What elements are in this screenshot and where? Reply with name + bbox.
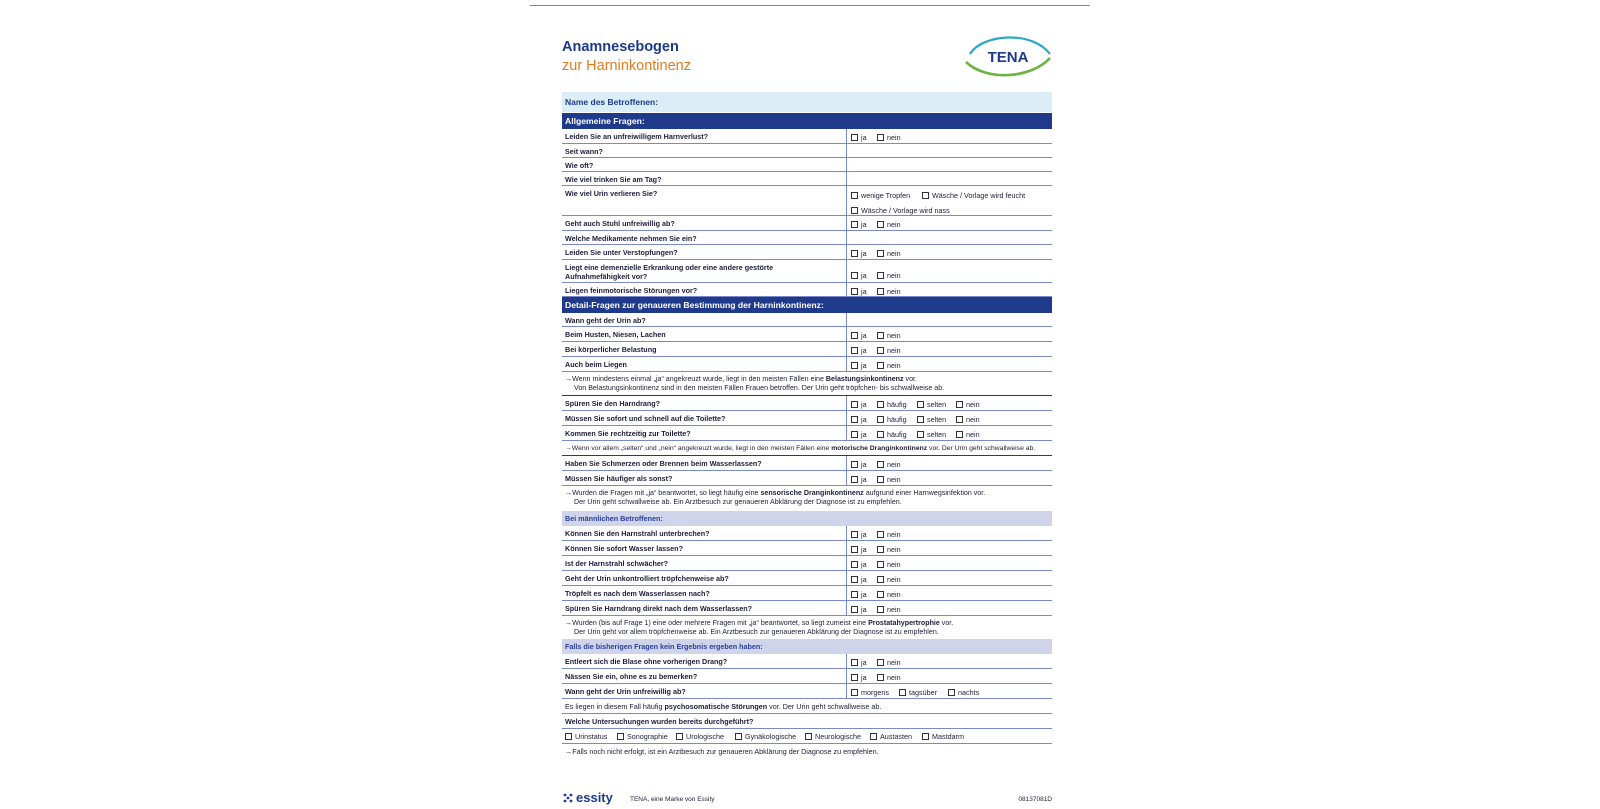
title-line-1: Anamnesebogen xyxy=(562,39,679,55)
tena-logo xyxy=(962,32,1054,78)
hint-arztbesuch: →Falls noch nicht erfolgt, ist ein Arztbesuch zur genaueren Abklärung der Diagnose zu empfehlen. xyxy=(565,747,879,756)
name-label: Name des Betroffenen: xyxy=(565,97,659,107)
checkbox-nein[interactable]: nein xyxy=(956,415,980,424)
checkbox-nachts[interactable]: nachts xyxy=(948,688,979,697)
question-row xyxy=(562,245,1052,260)
logo-text: TENA xyxy=(987,49,1029,66)
question-row xyxy=(562,158,1052,172)
question-label: Wann geht der Urin ab? xyxy=(565,316,646,325)
checkbox-ja[interactable]: ja xyxy=(851,133,867,142)
checkbox-ja[interactable]: ja xyxy=(851,331,867,340)
answer-cell xyxy=(846,586,901,600)
tena-brand-note: TENA, eine Marke von Essity xyxy=(630,796,715,803)
checkbox-ja[interactable]: ja xyxy=(851,249,867,258)
checkbox-ja[interactable]: ja xyxy=(851,575,867,584)
checkbox-nein[interactable]: nein xyxy=(877,346,901,355)
question-row xyxy=(562,216,1052,231)
question-row xyxy=(562,556,1052,571)
question-label: Wann geht der Urin unfreiwillig ab? xyxy=(565,687,686,696)
answer-cell xyxy=(846,216,901,230)
answer-field[interactable] xyxy=(846,231,851,244)
answer-cell xyxy=(846,260,901,282)
answer-cell xyxy=(846,571,901,585)
question-row xyxy=(562,144,1052,158)
name-field[interactable] xyxy=(562,92,1052,112)
question-row xyxy=(562,342,1052,357)
checkbox-nein[interactable]: nein xyxy=(877,605,901,614)
checkbox-nein[interactable]: nein xyxy=(956,430,980,439)
checkbox-exam[interactable]: Neurologische xyxy=(805,732,861,741)
answer-cell xyxy=(846,396,980,410)
answer-cell xyxy=(846,601,901,615)
question-row xyxy=(562,526,1052,541)
checkbox-wenige-tropfen[interactable]: wenige Tropfen xyxy=(851,191,910,200)
answer-cell xyxy=(846,129,901,143)
question-row xyxy=(562,471,1052,486)
answer-cell xyxy=(846,411,980,425)
question-row xyxy=(562,186,1052,216)
checkbox-nein[interactable]: nein xyxy=(877,545,901,554)
checkbox-nein[interactable]: nein xyxy=(877,673,901,682)
checkbox-nein[interactable]: nein xyxy=(877,560,901,569)
checkbox-nein[interactable]: nein xyxy=(956,400,980,409)
question-row xyxy=(562,313,1052,327)
section-general: Allgemeine Fragen: xyxy=(562,113,1052,129)
question-row xyxy=(562,172,1052,186)
checkbox-nein[interactable]: nein xyxy=(877,530,901,539)
checkbox-nein[interactable]: nein xyxy=(877,460,901,469)
question-label: Leiden Sie unter Verstopfungen? xyxy=(565,248,678,257)
question-label-exams: Welche Untersuchungen wurden bereits durchgeführt? xyxy=(562,714,1052,729)
checkbox-exam[interactable]: Mastdarm xyxy=(922,732,964,741)
footer xyxy=(562,785,1052,809)
checkbox-exam[interactable]: Austasten xyxy=(870,732,912,741)
checkbox-ja[interactable]: ja xyxy=(851,220,867,229)
checkbox-ja[interactable]: ja xyxy=(851,590,867,599)
checkbox-exam[interactable]: Gynäkologische xyxy=(735,732,796,741)
hint-sensorische-dranginkontinenz xyxy=(562,486,1052,511)
answer-cell xyxy=(846,669,901,683)
section-male: Bei männlichen Betroffenen: xyxy=(562,511,1052,526)
question-label: Geht auch Stuhl unfreiwillig ab? xyxy=(565,219,675,228)
question-label: Entleert sich die Blase ohne vorherigen Drang? xyxy=(565,657,728,666)
checkbox-haeufig[interactable]: häufig xyxy=(877,415,907,424)
answer-cell xyxy=(846,684,980,698)
question-label: Seit wann? xyxy=(565,147,603,156)
checkbox-nein[interactable]: nein xyxy=(877,271,901,280)
checkbox-nein[interactable]: nein xyxy=(877,575,901,584)
question-label: Nässen Sie ein, ohne es zu bemerken? xyxy=(565,672,698,681)
checkbox-ja[interactable]: ja xyxy=(851,400,867,409)
checkbox-exam[interactable]: Urologische xyxy=(676,732,724,741)
checkbox-nein[interactable]: nein xyxy=(877,361,901,370)
question-row xyxy=(562,456,1052,471)
answer-cell xyxy=(846,357,901,371)
checkbox-ja[interactable]: ja xyxy=(851,287,867,296)
answer-cell xyxy=(846,283,901,296)
question-row xyxy=(562,571,1052,586)
hint-line: Von Belastungsinkontinenz sind in den meisten Fällen Frauen betroffen. Der Urin geht tröpfchen- bis schwallweise ab. xyxy=(574,384,945,392)
question-row xyxy=(562,669,1052,684)
checkbox-waesche-feucht[interactable]: Wäsche / Vorlage wird feucht xyxy=(922,191,1025,200)
checkbox-selten[interactable]: selten xyxy=(917,430,946,439)
section-detail: Detail-Fragen zur genaueren Bestimmung der Harninkontinenz: xyxy=(562,297,1052,313)
hint-line: →Wenn mindestens einmal „ja“ angekreuzt wurde, liegt in den meisten Fällen eine Belastungsinkontinenz vor. xyxy=(565,375,917,383)
title-line-2: zur Harninkontinenz xyxy=(562,58,691,74)
question-label: Liegen feinmotorische Störungen vor? xyxy=(565,286,698,295)
checkbox-ja[interactable]: ja xyxy=(851,430,867,439)
checkbox-morgens[interactable]: morgens xyxy=(851,688,889,697)
answer-field[interactable] xyxy=(846,172,851,185)
answer-cell xyxy=(846,526,901,540)
checkbox-exam[interactable]: Urinstatus xyxy=(565,732,607,741)
checkbox-nein[interactable]: nein xyxy=(877,249,901,258)
checkbox-ja[interactable]: ja xyxy=(851,346,867,355)
question-row xyxy=(562,601,1052,616)
answer-cell xyxy=(846,327,901,341)
question-label: Wie oft? xyxy=(565,161,594,170)
question-row xyxy=(562,283,1052,297)
question-row xyxy=(562,541,1052,556)
checkbox-ja[interactable]: ja xyxy=(851,658,867,667)
checkbox-ja[interactable]: ja xyxy=(851,460,867,469)
question-row xyxy=(562,411,1052,426)
answer-field[interactable] xyxy=(846,144,851,157)
checkbox-ja[interactable]: ja xyxy=(851,361,867,370)
question-row xyxy=(562,654,1052,669)
answer-cell xyxy=(846,456,901,470)
question-label: Wie viel Urin verlieren Sie? xyxy=(565,189,658,198)
checkbox-ja[interactable]: ja xyxy=(851,673,867,682)
exam-options xyxy=(562,729,1052,744)
question-row xyxy=(562,426,1052,441)
hint-psychosomatisch: Es liegen in diesem Fall häufig psychosomatische Störungen vor. Der Urin geht schwallweise ab. xyxy=(562,699,1052,714)
checkbox-haeufig[interactable]: häufig xyxy=(877,400,907,409)
question-label: Haben Sie Schmerzen oder Brennen beim Wasserlassen? xyxy=(565,459,762,468)
question-label: Tröpfelt es nach dem Wasserlassen nach? xyxy=(565,589,710,598)
question-label: Kommen Sie rechtzeitig zur Toilette? xyxy=(565,429,691,438)
checkbox-exam[interactable]: Sonographie xyxy=(617,732,668,741)
answer-cell xyxy=(846,186,1026,215)
question-label: Können Sie sofort Wasser lassen? xyxy=(565,544,683,553)
answer-field[interactable] xyxy=(846,158,851,171)
hint-line: →Wurden (bis auf Frage 1) eine oder mehrere Fragen mit „ja“ beantwortet, so liegt zumeist eine Prostatahypertrophie vor. xyxy=(565,619,954,627)
answer-field[interactable] xyxy=(846,313,851,326)
question-label: Geht der Urin unkontrolliert tröpfchenweise ab? xyxy=(565,574,729,583)
checkbox-nein[interactable]: nein xyxy=(877,475,901,484)
answer-cell xyxy=(846,556,901,570)
question-label: Bei körperlicher Belastung xyxy=(565,345,657,354)
checkbox-ja[interactable]: ja xyxy=(851,271,867,280)
hint-line: →Wurden die Fragen mit „ja“ beantwortet, so liegt häufig eine sensorische Dranginkontinenz aufgrund einer Harnwegsinfektion vor. xyxy=(565,489,986,497)
checkbox-nein[interactable]: nein xyxy=(877,590,901,599)
checkbox-nein[interactable]: nein xyxy=(877,331,901,340)
hint-motorische-dranginkontinenz: →Wenn vor allem „selten“ und „nein“ angekreuzt wurde, liegt in den meisten Fällen eine motorische Dranginkontinenz vor. Der Urin geht schwallweise ab. xyxy=(562,441,1052,456)
question-row xyxy=(562,396,1052,411)
question-label: Liegt eine demenzielle Erkrankung oder eine andere gestörte Aufnahmefähigkeit vor? xyxy=(565,263,774,281)
hint-line: Der Urin geht schwallweise ab. Ein Arztbesuch zur genaueren Abklärung der Diagnose ist zu empfehlen. xyxy=(574,498,902,506)
checkbox-ja[interactable]: ja xyxy=(851,475,867,484)
checkbox-nein[interactable]: nein xyxy=(877,658,901,667)
checkbox-nein[interactable]: nein xyxy=(877,220,901,229)
checkbox-nein[interactable]: nein xyxy=(877,287,901,296)
section-fallback: Falls die bisherigen Fragen kein Ergebnis ergeben haben: xyxy=(562,639,1052,654)
essity-mark-icon xyxy=(562,792,574,804)
question-row xyxy=(562,684,1052,699)
question-row xyxy=(562,327,1052,342)
question-label: Ist der Harnstrahl schwächer? xyxy=(565,559,669,568)
form-table xyxy=(562,92,1052,758)
answer-cell xyxy=(846,471,901,485)
question-label: Leiden Sie an unfreiwilligem Harnverlust? xyxy=(565,132,708,141)
question-row xyxy=(562,586,1052,601)
question-label: Müssen Sie häufiger als sonst? xyxy=(565,474,673,483)
question-label: Spüren Sie Harndrang direkt nach dem Wasserlassen? xyxy=(565,604,753,613)
answer-cell xyxy=(846,426,980,440)
document-code: 08137081D xyxy=(1018,796,1052,803)
checkbox-haeufig[interactable]: häufig xyxy=(877,430,907,439)
question-label: Welche Medikamente nehmen Sie ein? xyxy=(565,234,697,243)
checkbox-selten[interactable]: selten xyxy=(917,400,946,409)
hint-belastungsinkontinenz xyxy=(562,372,1052,396)
checkbox-waesche-nass[interactable]: Wäsche / Vorlage wird nass xyxy=(851,206,950,215)
question-row xyxy=(562,129,1052,144)
hint-prostatahypertrophie xyxy=(562,616,1052,639)
checkbox-ja[interactable]: ja xyxy=(851,530,867,539)
checkbox-tagsueber[interactable]: tagsüber xyxy=(899,688,937,697)
answer-cell xyxy=(846,245,901,259)
question-label: Auch beim Liegen xyxy=(565,360,627,369)
answer-cell xyxy=(846,541,901,555)
question-label: Können Sie den Harnstrahl unterbrechen? xyxy=(565,529,710,538)
question-row xyxy=(562,260,1052,283)
checkbox-nein[interactable]: nein xyxy=(877,133,901,142)
question-label: Spüren Sie den Harndrang? xyxy=(565,399,661,408)
top-rule xyxy=(530,5,1090,6)
question-label: Müssen Sie sofort und schnell auf die Toilette? xyxy=(565,414,726,423)
question-label: Wie viel trinken Sie am Tag? xyxy=(565,175,662,184)
answer-cell xyxy=(846,342,901,356)
checkbox-ja[interactable]: ja xyxy=(851,560,867,569)
checkbox-ja[interactable]: ja xyxy=(851,605,867,614)
checkbox-ja[interactable]: ja xyxy=(851,545,867,554)
answer-cell xyxy=(846,654,901,668)
question-row xyxy=(562,231,1052,245)
hint-line: Der Urin geht vor allem tröpfchenweise ab. Ein Arztbesuch zur genaueren Abklärung der Diagnose ist zu empfehlen. xyxy=(574,628,939,636)
question-label: Beim Husten, Niesen, Lachen xyxy=(565,330,666,339)
checkbox-ja[interactable]: ja xyxy=(851,415,867,424)
essity-logo: essity xyxy=(562,790,613,805)
checkbox-selten[interactable]: selten xyxy=(917,415,946,424)
question-row xyxy=(562,357,1052,372)
